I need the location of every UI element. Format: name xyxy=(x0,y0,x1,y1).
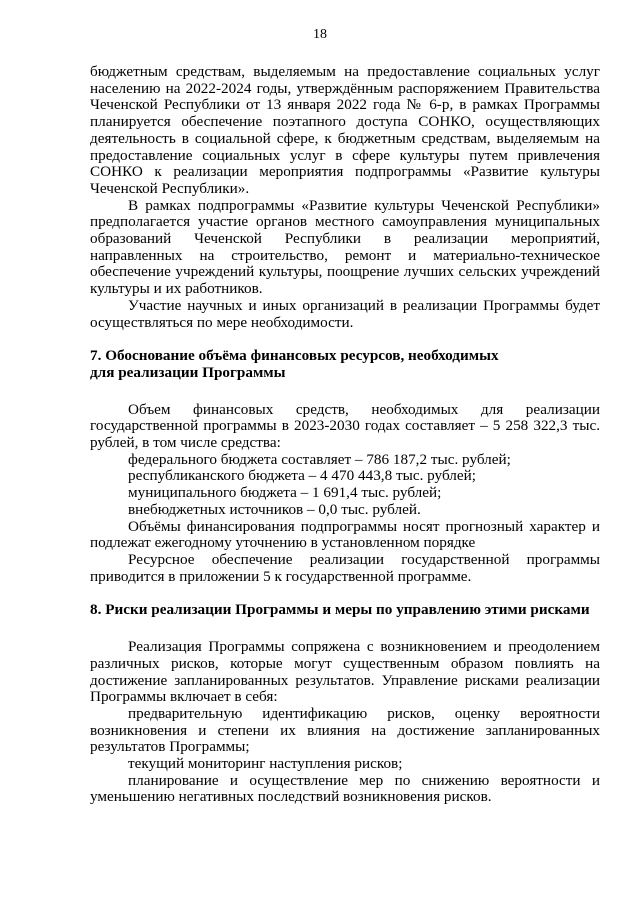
intro-paragraph: бюджетным средствам, выделяемым на предоставление социальных услуг населению на 2022-2024 годы, утверждённым распоряжением Правительства Чеченской Республики от 13 января 2022 года № 6-р, в рамках Программы планируется обеспечение поэтапного доступа СОНКО, осуществляющих деятельность в социальной сфере, к бюджетным средствам, выделяемым на предоставление социальных услуг в сфере культуры путем привлечения СОНКО к реализации мероприятия подпрограммы «Развитие культуры Чеченской Республики». xyxy=(90,63,600,197)
risks-intro-paragraph: Реализация Программы сопряжена с возникновением и преодолением различных рисков, которые могут существенным образом повлиять на достижение запланированных результатов. Управление рисками реализации Программы включает в себя: xyxy=(90,638,600,706)
volume-paragraph: Объем финансовых средств, необходимых для реализации государственной программы в 2023-2030 годах составляет – 5 258 322,3 тыс. рублей, в том числе средства: xyxy=(90,400,600,452)
document-body xyxy=(90,64,600,806)
section-7-heading-line1: 7. Обоснование объёма финансовых ресурсов, необходимых xyxy=(90,347,499,365)
risk-measure-identification: предварительную идентификацию рисков, оценку вероятности возникновения и степени их влияния на достижение запланированных результатов Программы; xyxy=(90,704,600,756)
section-7-heading xyxy=(90,348,600,381)
resource-paragraph: Ресурсное обеспечение реализации государственной программы приводится в приложении 5 к государственной программе. xyxy=(90,550,600,585)
science-paragraph: Участие научных и иных организаций в реализации Программы будет осуществляться по мере необходимости. xyxy=(90,296,600,331)
funding-item-extrabudgetary: внебюджетных источников – 0,0 тыс. рублей. xyxy=(128,500,421,518)
funding-item-republic: республиканского бюджета – 4 470 443,8 тыс. рублей; xyxy=(128,467,476,485)
page-number: 18 xyxy=(313,27,327,42)
section-8-heading: 8. Риски реализации Программы и меры по управлению этими рисками xyxy=(90,601,590,619)
risk-measure-mitigation: планирование и осуществление мер по снижению вероятности и уменьшению негативных последствий возникновения рисков. xyxy=(90,771,600,806)
subprogram-paragraph: В рамках подпрограммы «Развитие культуры Чеченской Республики» предполагается участие органов местного самоуправления муниципальных образований Чеченской Республики в реализации мероприятий, направленных на строительство, ремонт и материально-техническое обеспечение учреждений культуры, поощрение лучших сельских учреждений культуры и их работников. xyxy=(90,196,600,298)
risk-measure-monitoring: текущий мониторинг наступления рисков; xyxy=(128,755,403,773)
forecast-paragraph: Объёмы финансирования подпрограммы носят прогнозный характер и подлежат ежегодному уточнению в установленном порядке xyxy=(90,517,600,552)
funding-item-municipal: муниципального бюджета – 1 691,4 тыс. рублей; xyxy=(128,484,442,502)
funding-item-federal: федерального бюджета составляет – 786 187,2 тыс. рублей; xyxy=(128,450,511,468)
section-7-heading-line2: для реализации Программы xyxy=(90,363,286,381)
